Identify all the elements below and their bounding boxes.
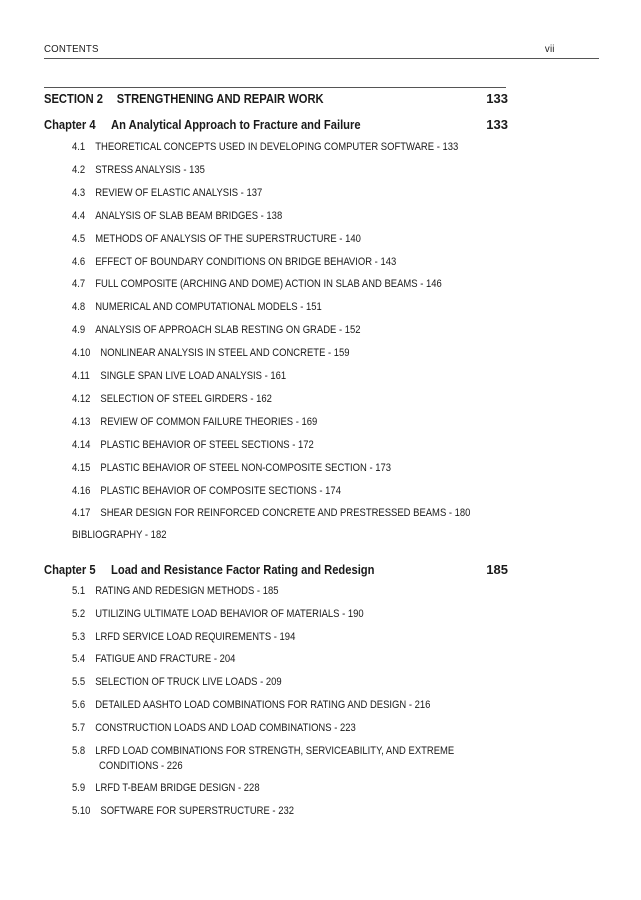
toc-entry-title: PLASTIC BEHAVIOR OF STEEL SECTIONS - 172 [100,439,314,451]
toc-entry-number: 4.1 [72,141,86,153]
toc-entry-title: FATIGUE AND FRACTURE - 204 [95,653,236,665]
toc-entry [72,507,470,519]
toc-entry [72,233,361,245]
toc-entry [72,485,341,497]
toc-entry-title: LRFD LOAD COMBINATIONS FOR STRENGTH, SERVICEABILITY, AND EXTREME [95,745,455,757]
chapter-5-title: Load and Resistance Factor Rating and Redesign [111,562,375,577]
toc-entry-number: 5.3 [72,631,86,643]
toc-entry [72,745,454,757]
toc-entry-title: ANALYSIS OF SLAB BEAM BRIDGES - 138 [95,210,283,222]
toc-entry [72,210,282,222]
toc-entry [72,608,364,620]
toc-entry-title: NONLINEAR ANALYSIS IN STEEL AND CONCRETE - 159 [100,347,350,359]
toc-entry-number: 4.9 [72,324,86,336]
toc-entry-number: 4.6 [72,256,86,268]
toc-entry [72,164,205,176]
toc-entry-title: THEORETICAL CONCEPTS USED IN DEVELOPING COMPUTER SOFTWARE - 133 [95,141,459,153]
toc-entry [72,585,278,597]
toc-entry-title: NUMERICAL AND COMPUTATIONAL MODELS - 151 [95,301,322,313]
toc-entry-title: EFFECT OF BOUNDARY CONDITIONS ON BRIDGE BEHAVIOR - 143 [95,256,397,268]
toc-entry-title: CONSTRUCTION LOADS AND LOAD COMBINATIONS - 223 [95,722,356,734]
page-number: vii [544,43,555,55]
toc-entry-number: 4.12 [72,393,91,405]
toc-entry-title: REVIEW OF ELASTIC ANALYSIS - 137 [95,187,263,199]
toc-entry-number: 5.4 [72,653,86,665]
toc-entry-title: METHODS OF ANALYSIS OF THE SUPERSTRUCTURE - 140 [95,233,361,245]
toc-entry-number: 4.17 [72,507,91,519]
toc-entry-number: 4.4 [72,210,86,222]
toc-entry [72,631,295,643]
toc-entry-title: FULL COMPOSITE (ARCHING AND DOME) ACTION IN SLAB AND BEAMS - 146 [95,278,442,290]
running-header-title: CONTENTS [44,43,99,55]
toc-entry-title: UTILIZING ULTIMATE LOAD BEHAVIOR OF MATERIALS - 190 [95,608,364,620]
chapter-5-heading [44,562,374,577]
toc-entry [72,699,430,711]
toc-entry-title: LRFD T-BEAM BRIDGE DESIGN - 228 [95,782,260,794]
toc-entry [72,278,442,290]
bibliography-entry: BIBLIOGRAPHY - 182 [72,529,167,541]
toc-entry-title: SOFTWARE FOR SUPERSTRUCTURE - 232 [100,805,294,817]
section-heading [44,91,324,106]
header-rule [44,58,599,59]
chapter-4-page: 133 [486,117,508,132]
toc-entry-number: 5.2 [72,608,86,620]
section-page: 133 [486,91,508,106]
toc-entry-number: 5.9 [72,782,86,794]
chapter-4-label: Chapter 4 [44,117,96,132]
toc-entry-number: 4.15 [72,462,91,474]
toc-entry [72,256,396,268]
toc-entry-title: SELECTION OF TRUCK LIVE LOADS - 209 [95,676,282,688]
toc-entry-title: DETAILED AASHTO LOAD COMBINATIONS FOR RATING AND DESIGN - 216 [95,699,431,711]
toc-entry-number: 4.13 [72,416,91,428]
toc-entry [72,439,314,451]
toc-entry [72,141,458,153]
toc-entry-number: 4.10 [72,347,91,359]
toc-entry [72,805,294,817]
toc-entry [72,324,361,336]
toc-entry-title-continued: CONDITIONS - 226 [99,760,183,772]
chapter-5-page: 185 [486,562,508,577]
toc-entry [72,722,356,734]
section-title: STRENGTHENING AND REPAIR WORK [116,91,324,106]
toc-entry-title: STRESS ANALYSIS - 135 [95,164,205,176]
toc-entry [72,347,350,359]
chapter-4-heading [44,117,361,132]
toc-entry-number: 5.5 [72,676,86,688]
toc-entry-number: 4.16 [72,485,91,497]
toc-entry-number: 4.5 [72,233,86,245]
toc-entry-number: 4.7 [72,278,86,290]
toc-entry-title: REVIEW OF COMMON FAILURE THEORIES - 169 [100,416,318,428]
toc-entry-number: 4.14 [72,439,91,451]
toc-entry-title: ANALYSIS OF APPROACH SLAB RESTING ON GRADE - 152 [95,324,361,336]
toc-entry-title: SHEAR DESIGN FOR REINFORCED CONCRETE AND PRESTRESSED BEAMS - 180 [100,507,471,519]
toc-entry-number: 4.8 [72,301,86,313]
toc-entry-title: SINGLE SPAN LIVE LOAD ANALYSIS - 161 [100,370,287,382]
toc-entry [72,416,317,428]
toc-entry [72,393,272,405]
toc-entry-title: PLASTIC BEHAVIOR OF COMPOSITE SECTIONS - 174 [100,485,341,497]
toc-entry [72,301,322,313]
running-header [44,43,555,55]
toc-entry-number: 5.10 [72,805,91,817]
toc-entry-number: 5.7 [72,722,86,734]
toc-entry [72,462,391,474]
toc-entry-number: 4.3 [72,187,86,199]
toc-entry-title: SELECTION OF STEEL GIRDERS - 162 [100,393,272,405]
toc-entry-number: 5.1 [72,585,86,597]
chapter-4-title: An Analytical Approach to Fracture and Failure [111,117,361,132]
toc-entry-number: 4.2 [72,164,86,176]
toc-entry [72,782,260,794]
section-rule [44,87,506,88]
toc-entry-number: 5.6 [72,699,86,711]
toc-entry-title: LRFD SERVICE LOAD REQUIREMENTS - 194 [95,631,296,643]
toc-entry-number: 4.11 [72,370,90,382]
toc-entry [72,676,282,688]
toc-entry [72,653,235,665]
toc-entry-title: RATING AND REDESIGN METHODS - 185 [95,585,279,597]
toc-entry-title: PLASTIC BEHAVIOR OF STEEL NON-COMPOSITE SECTION - 173 [100,462,392,474]
toc-entry-number: 5.8 [72,745,86,757]
chapter-5-label: Chapter 5 [44,562,96,577]
toc-entry [72,370,286,382]
toc-entry [72,187,262,199]
section-label: SECTION 2 [44,91,104,106]
